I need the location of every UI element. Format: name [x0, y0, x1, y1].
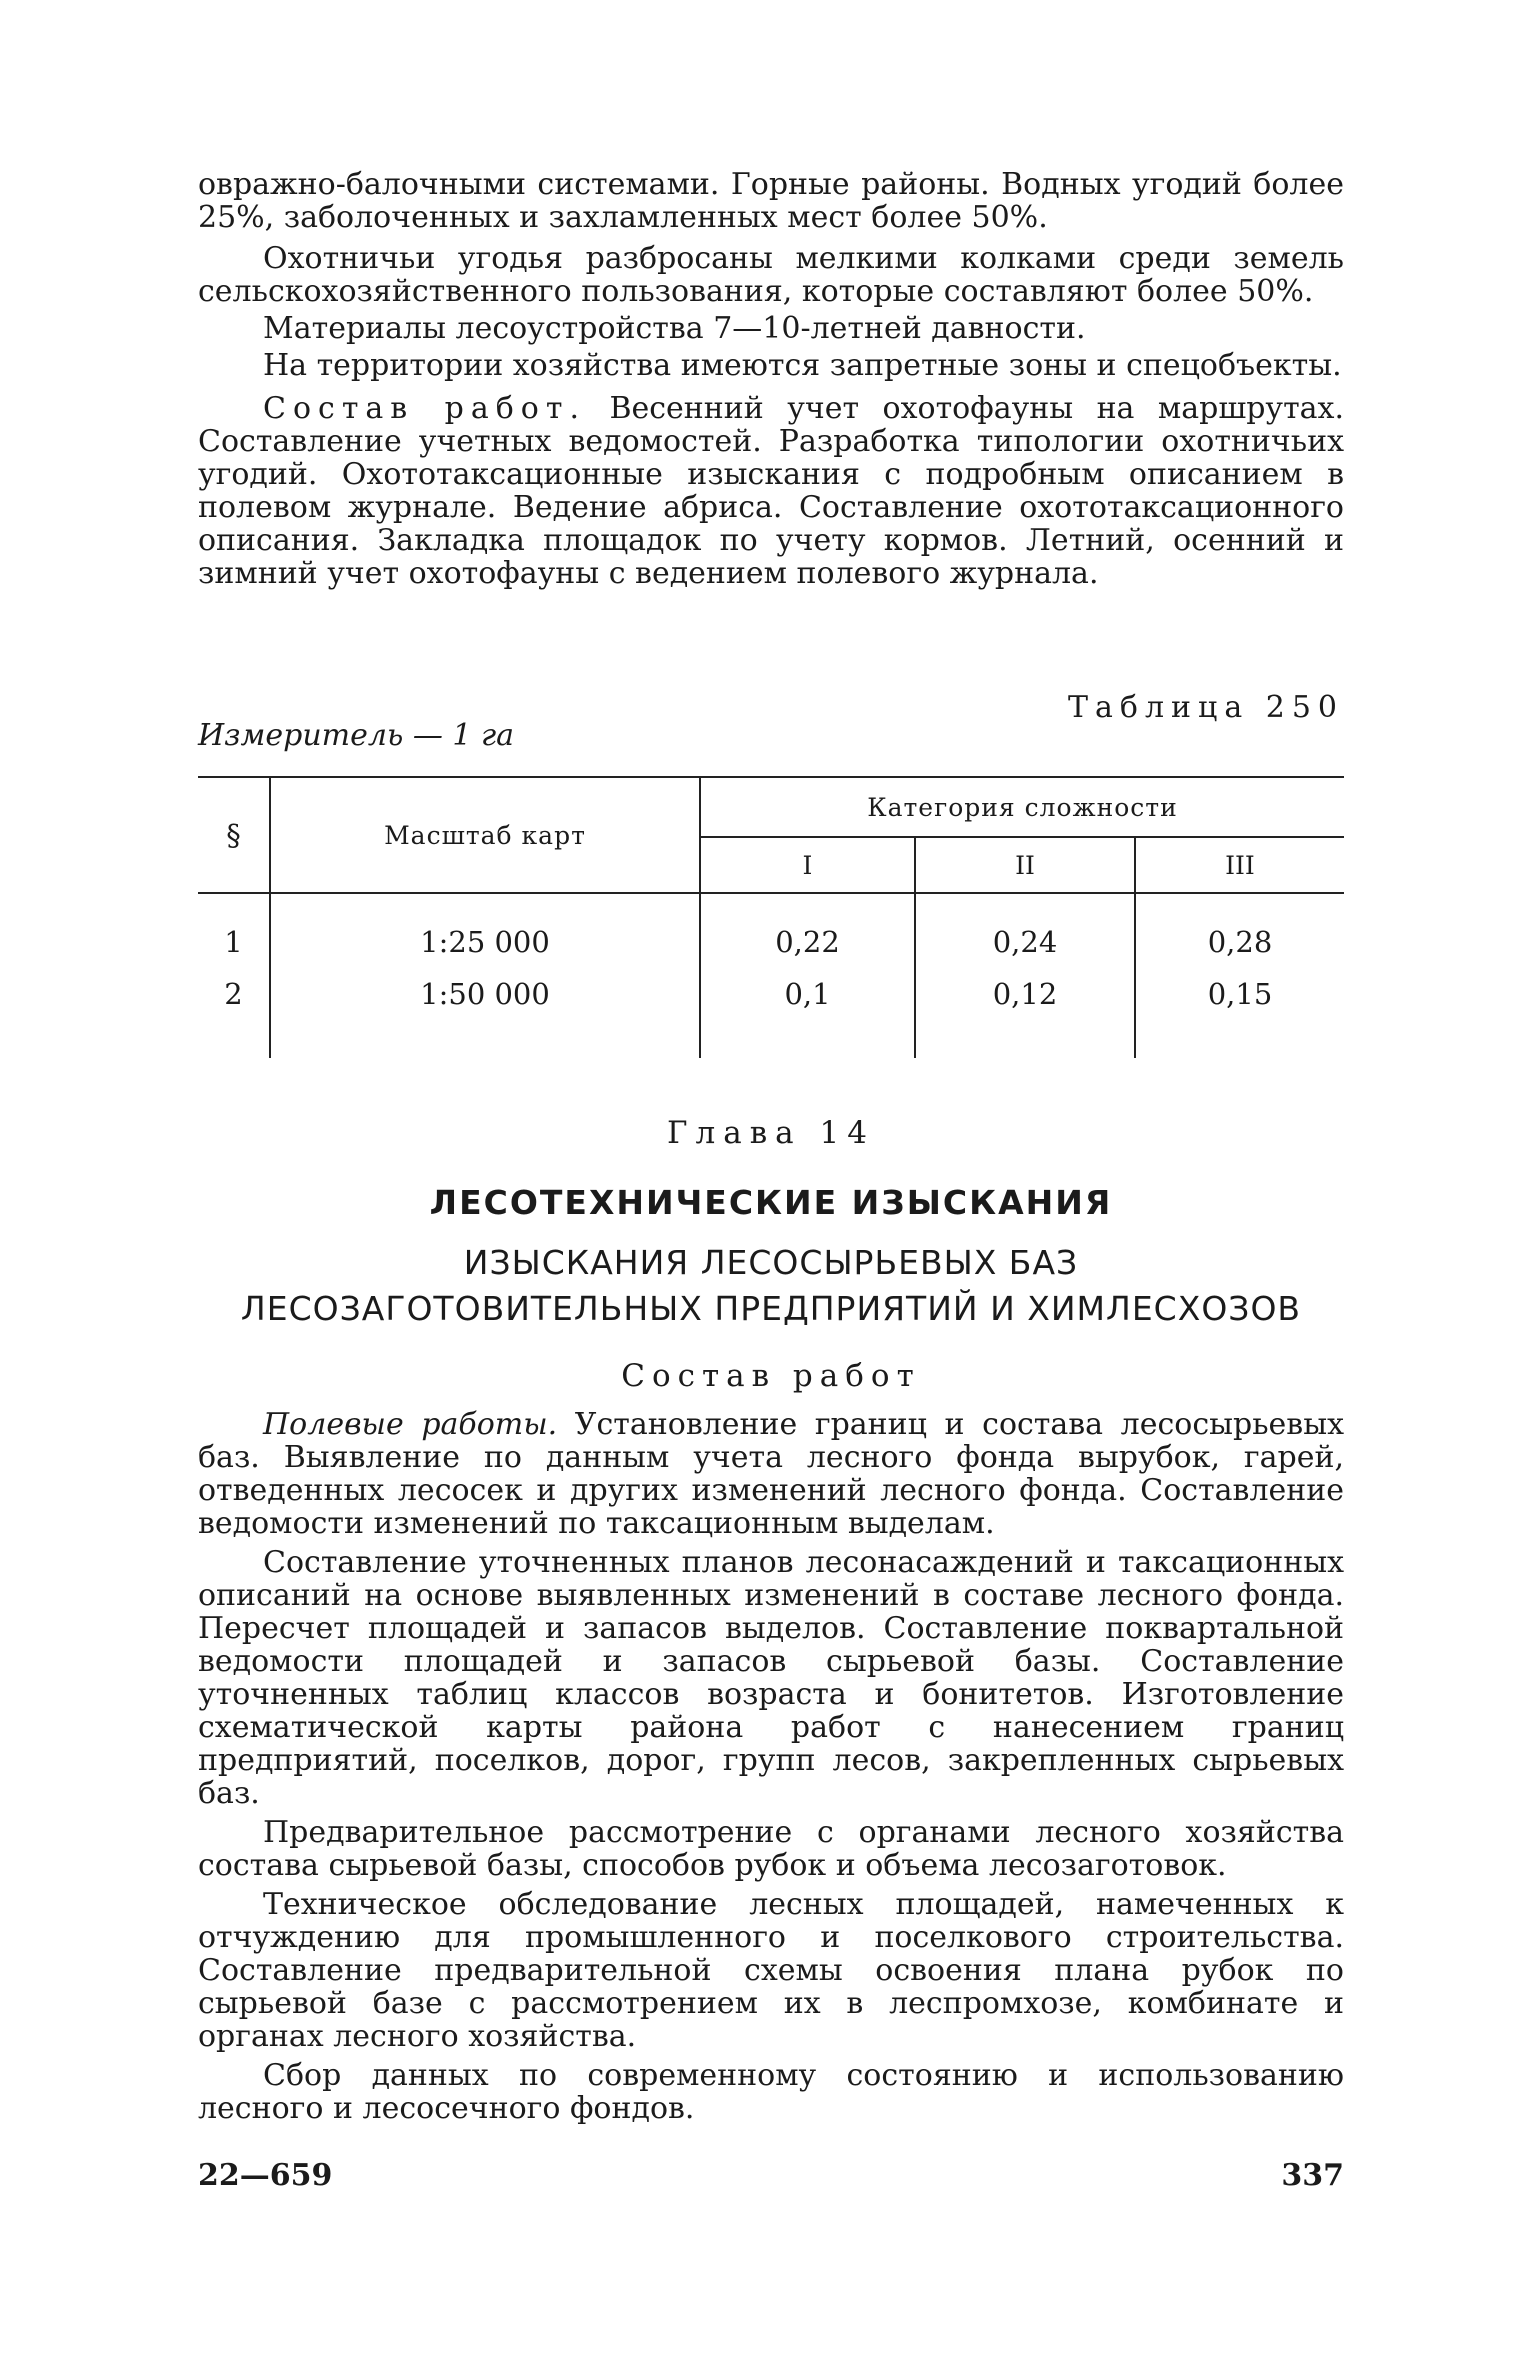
page-number: 337 [1281, 2158, 1344, 2193]
col-header-category: Категория сложности [700, 777, 1344, 837]
cell-scale: 1:50 000 [270, 968, 700, 1058]
chapter-subtitle-line1: ИЗЫСКАНИЯ ЛЕСОСЫРЬЕВЫХ БАЗ [463, 1243, 1079, 1282]
cell-value-cat1: 0,22 [700, 893, 915, 968]
col-header-scale: Масштаб карт [270, 777, 700, 893]
work-composition-label: Состав работ. [263, 391, 586, 426]
chapter-number: Глава 14 [667, 1115, 875, 1151]
body-text-block [198, 1408, 1344, 2125]
table-row [198, 893, 1344, 968]
cell-value-cat2: 0,12 [915, 968, 1135, 1058]
paragraph-materials: Материалы лесоустройства 7—10-летней давности. [263, 311, 1086, 346]
top-text-block [198, 168, 1344, 590]
col-header-category-3: III [1135, 837, 1344, 893]
paragraph-restricted-zones: На территории хозяйства имеются запретные зоны и спецобъекты. [263, 348, 1342, 383]
field-works-text: Установление границ и состава лесосырьевых баз. Выявление по данным учета лесного фонда вырубок, гарей, отведенных лесосек и других изменений лесного фонда. Составление ведомости изменений по таксационным выделам. [198, 1407, 1344, 1541]
paragraph-technical-survey: Техническое обследование лесных площадей, намеченных к отчуждению для промышленного и поселкового строительства. Составление предварительной схемы освоения плана рубок по сырьевой базе с рассмотрением их в леспромхозе, комбинате и органах лесного хозяйства. [198, 1887, 1344, 2054]
cell-scale: 1:25 000 [270, 893, 700, 968]
table-header-row [198, 690, 1344, 760]
table-number: Таблица 250 [1068, 690, 1344, 725]
section-heading: Состав работ [621, 1358, 921, 1394]
printer-signature: 22—659 [198, 2158, 333, 2193]
work-composition-text: Весенний учет охотофауны на маршрутах. Составление учетных ведомостей. Разработка типологии охотничьих угодий. Охототаксационные изыскания с подробным описанием в полевом журнале. Ведение абриса. Составление охототаксационного описания. Закладка площадок по учету кормов. Летний, осенний и зимний учет охотофауны с ведением полевого журнала. [198, 391, 1345, 591]
cell-value-cat3: 0,15 [1135, 968, 1344, 1058]
paragraph-data-collection: Сбор данных по современному состоянию и использованию лесного и лесосечного фондов. [198, 2058, 1344, 2126]
cell-value-cat1: 0,1 [700, 968, 915, 1058]
col-header-section: § [226, 818, 241, 852]
col-header-category-1: I [700, 837, 915, 893]
col-header-category-2: II [915, 837, 1135, 893]
chapter-title: ЛЕСОТЕХНИЧЕСКИЕ ИЗЫСКАНИЯ [429, 1183, 1113, 1222]
paragraph-work-composition [198, 392, 1344, 590]
chapter-subtitle [198, 1240, 1344, 1332]
field-works-label: Полевые работы. [263, 1407, 558, 1442]
paragraph-field-works [198, 1408, 1344, 1540]
paragraph-preliminary-review: Предварительное рассмотрение с органами лесного хозяйства состава сырьевой базы, способов рубок и объема лесозаготовок. [198, 1815, 1344, 1883]
cell-value-cat3: 0,28 [1135, 893, 1344, 968]
table-measure-unit: Измеритель — 1 га [198, 718, 515, 753]
paragraph-plans: Составление уточненных планов лесонасаждений и таксационных описаний на основе выявленных изменений в составе лесного фонда. Пересчет площадей и запасов выделов. Составление поквартальной ведомости площадей и запасов сырьевой базы. Составление уточненных таблиц классов возраста и бонитетов. Изготовление схематической карты района работ с нанесением границ предприятий, поселков, дорог, групп лесов, закрепленных сырьевых баз. [198, 1545, 1344, 1811]
cell-value-cat2: 0,24 [915, 893, 1135, 968]
cell-num: 1 [224, 925, 243, 959]
chapter-subtitle-line2: ЛЕСОЗАГОТОВИТЕЛЬНЫХ ПРЕДПРИЯТИЙ И ХИМЛЕСХОЗОВ [240, 1289, 1302, 1328]
cell-num: 2 [224, 977, 243, 1011]
table-row [198, 968, 1344, 1058]
data-table [198, 776, 1344, 1058]
paragraph-continuation: овражно-балочными системами. Горные районы. Водных угодий более 25%, заболоченных и захламленных мест более 50%. [198, 167, 1344, 235]
paragraph-hunting-grounds: Охотничьи угодья разбросаны мелкими колками среди земель сельскохозяйственного пользования, которые составляют более 50%. [198, 241, 1344, 309]
